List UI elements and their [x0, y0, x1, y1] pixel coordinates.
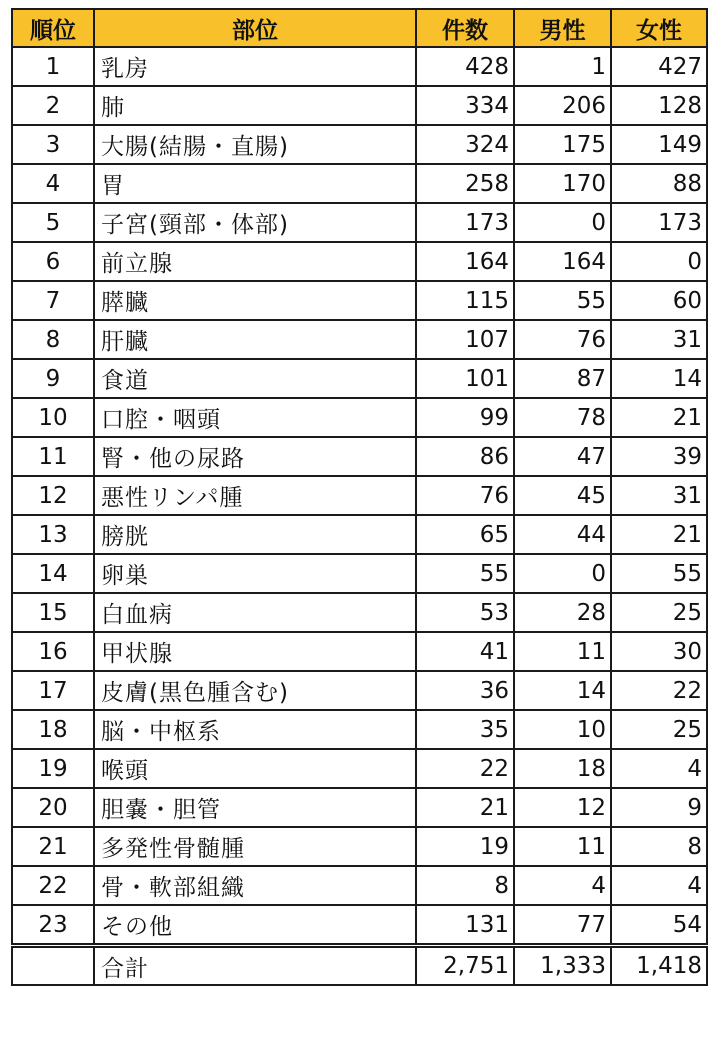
count-cell: 53 — [416, 593, 514, 632]
male-cell: 44 — [514, 515, 611, 554]
rank-cell: 3 — [12, 125, 94, 164]
male-cell: 164 — [514, 242, 611, 281]
male-cell: 76 — [514, 320, 611, 359]
female-cell: 4 — [611, 866, 707, 905]
count-cell: 99 — [416, 398, 514, 437]
table-row — [12, 86, 707, 125]
table-row — [12, 359, 707, 398]
count-cell: 36 — [416, 671, 514, 710]
header-rank: 順位 — [12, 9, 94, 47]
table-row — [12, 632, 707, 671]
female-cell: 55 — [611, 554, 707, 593]
female-cell: 14 — [611, 359, 707, 398]
count-cell: 428 — [416, 47, 514, 86]
table-row — [12, 827, 707, 866]
site-cell: 肝臓 — [94, 320, 416, 359]
count-cell: 76 — [416, 476, 514, 515]
table-row — [12, 476, 707, 515]
female-cell: 149 — [611, 125, 707, 164]
table-row — [12, 905, 707, 946]
site-cell: 骨・軟部組織 — [94, 866, 416, 905]
site-cell: 喉頭 — [94, 749, 416, 788]
count-cell: 55 — [416, 554, 514, 593]
count-cell: 173 — [416, 203, 514, 242]
header-site: 部位 — [94, 9, 416, 47]
site-cell: 膀胱 — [94, 515, 416, 554]
rank-cell: 23 — [12, 905, 94, 946]
site-cell: 胃 — [94, 164, 416, 203]
female-cell: 31 — [611, 476, 707, 515]
total-label: 合計 — [94, 946, 416, 986]
header-count: 件数 — [416, 9, 514, 47]
table-row — [12, 47, 707, 86]
site-cell: 腎・他の尿路 — [94, 437, 416, 476]
table-row — [12, 788, 707, 827]
rank-cell: 13 — [12, 515, 94, 554]
table-row — [12, 710, 707, 749]
site-cell: 卵巣 — [94, 554, 416, 593]
male-cell: 206 — [514, 86, 611, 125]
male-cell: 12 — [514, 788, 611, 827]
total-count: 2,751 — [416, 946, 514, 986]
rank-cell: 1 — [12, 47, 94, 86]
cancer-site-table — [11, 8, 708, 986]
count-cell: 41 — [416, 632, 514, 671]
site-cell: 子宮(頸部・体部) — [94, 203, 416, 242]
table-row — [12, 554, 707, 593]
count-cell: 258 — [416, 164, 514, 203]
female-cell: 25 — [611, 710, 707, 749]
male-cell: 14 — [514, 671, 611, 710]
count-cell: 35 — [416, 710, 514, 749]
rank-cell: 17 — [12, 671, 94, 710]
table-row — [12, 281, 707, 320]
total-row — [12, 946, 707, 986]
male-cell: 1 — [514, 47, 611, 86]
table-row — [12, 593, 707, 632]
female-cell: 30 — [611, 632, 707, 671]
male-cell: 4 — [514, 866, 611, 905]
total-female: 1,418 — [611, 946, 707, 986]
header-male: 男性 — [514, 9, 611, 47]
table-body — [12, 47, 707, 946]
male-cell: 18 — [514, 749, 611, 788]
female-cell: 21 — [611, 515, 707, 554]
total-rank-cell — [12, 946, 94, 986]
count-cell: 101 — [416, 359, 514, 398]
table-row — [12, 437, 707, 476]
header-row — [12, 9, 707, 47]
male-cell: 55 — [514, 281, 611, 320]
female-cell: 25 — [611, 593, 707, 632]
site-cell: 悪性リンパ腫 — [94, 476, 416, 515]
rank-cell: 18 — [12, 710, 94, 749]
count-cell: 8 — [416, 866, 514, 905]
count-cell: 164 — [416, 242, 514, 281]
site-cell: 皮膚(黒色腫含む) — [94, 671, 416, 710]
rank-cell: 9 — [12, 359, 94, 398]
table-header — [12, 9, 707, 47]
female-cell: 173 — [611, 203, 707, 242]
count-cell: 65 — [416, 515, 514, 554]
female-cell: 21 — [611, 398, 707, 437]
site-cell: 白血病 — [94, 593, 416, 632]
rank-cell: 2 — [12, 86, 94, 125]
female-cell: 8 — [611, 827, 707, 866]
male-cell: 47 — [514, 437, 611, 476]
rank-cell: 6 — [12, 242, 94, 281]
rank-cell: 5 — [12, 203, 94, 242]
count-cell: 107 — [416, 320, 514, 359]
count-cell: 19 — [416, 827, 514, 866]
total-male: 1,333 — [514, 946, 611, 986]
site-cell: 食道 — [94, 359, 416, 398]
male-cell: 10 — [514, 710, 611, 749]
table-row — [12, 515, 707, 554]
count-cell: 131 — [416, 905, 514, 946]
male-cell: 87 — [514, 359, 611, 398]
female-cell: 88 — [611, 164, 707, 203]
female-cell: 128 — [611, 86, 707, 125]
rank-cell: 16 — [12, 632, 94, 671]
site-cell: 膵臓 — [94, 281, 416, 320]
male-cell: 11 — [514, 827, 611, 866]
count-cell: 334 — [416, 86, 514, 125]
female-cell: 22 — [611, 671, 707, 710]
site-cell: 多発性骨髄腫 — [94, 827, 416, 866]
female-cell: 31 — [611, 320, 707, 359]
table-row — [12, 125, 707, 164]
female-cell: 0 — [611, 242, 707, 281]
site-cell: その他 — [94, 905, 416, 946]
rank-cell: 22 — [12, 866, 94, 905]
male-cell: 0 — [514, 554, 611, 593]
count-cell: 21 — [416, 788, 514, 827]
rank-cell: 19 — [12, 749, 94, 788]
table-row — [12, 164, 707, 203]
rank-cell: 11 — [12, 437, 94, 476]
table-row — [12, 398, 707, 437]
site-cell: 胆嚢・胆管 — [94, 788, 416, 827]
count-cell: 22 — [416, 749, 514, 788]
table-row — [12, 203, 707, 242]
male-cell: 0 — [514, 203, 611, 242]
table-row — [12, 242, 707, 281]
rank-cell: 8 — [12, 320, 94, 359]
site-cell: 脳・中枢系 — [94, 710, 416, 749]
site-cell: 甲状腺 — [94, 632, 416, 671]
rank-cell: 20 — [12, 788, 94, 827]
female-cell: 60 — [611, 281, 707, 320]
male-cell: 45 — [514, 476, 611, 515]
table-row — [12, 749, 707, 788]
table-row — [12, 671, 707, 710]
site-cell: 前立腺 — [94, 242, 416, 281]
female-cell: 4 — [611, 749, 707, 788]
rank-cell: 14 — [12, 554, 94, 593]
count-cell: 115 — [416, 281, 514, 320]
female-cell: 427 — [611, 47, 707, 86]
table-footer — [12, 946, 707, 986]
male-cell: 28 — [514, 593, 611, 632]
male-cell: 77 — [514, 905, 611, 946]
male-cell: 11 — [514, 632, 611, 671]
rank-cell: 21 — [12, 827, 94, 866]
female-cell: 9 — [611, 788, 707, 827]
female-cell: 54 — [611, 905, 707, 946]
site-cell: 口腔・咽頭 — [94, 398, 416, 437]
rank-cell: 7 — [12, 281, 94, 320]
site-cell: 大腸(結腸・直腸) — [94, 125, 416, 164]
male-cell: 170 — [514, 164, 611, 203]
count-cell: 324 — [416, 125, 514, 164]
rank-cell: 12 — [12, 476, 94, 515]
rank-cell: 4 — [12, 164, 94, 203]
site-cell: 乳房 — [94, 47, 416, 86]
male-cell: 78 — [514, 398, 611, 437]
rank-cell: 15 — [12, 593, 94, 632]
female-cell: 39 — [611, 437, 707, 476]
male-cell: 175 — [514, 125, 611, 164]
count-cell: 86 — [416, 437, 514, 476]
rank-cell: 10 — [12, 398, 94, 437]
header-female: 女性 — [611, 9, 707, 47]
table-row — [12, 320, 707, 359]
table-row — [12, 866, 707, 905]
site-cell: 肺 — [94, 86, 416, 125]
